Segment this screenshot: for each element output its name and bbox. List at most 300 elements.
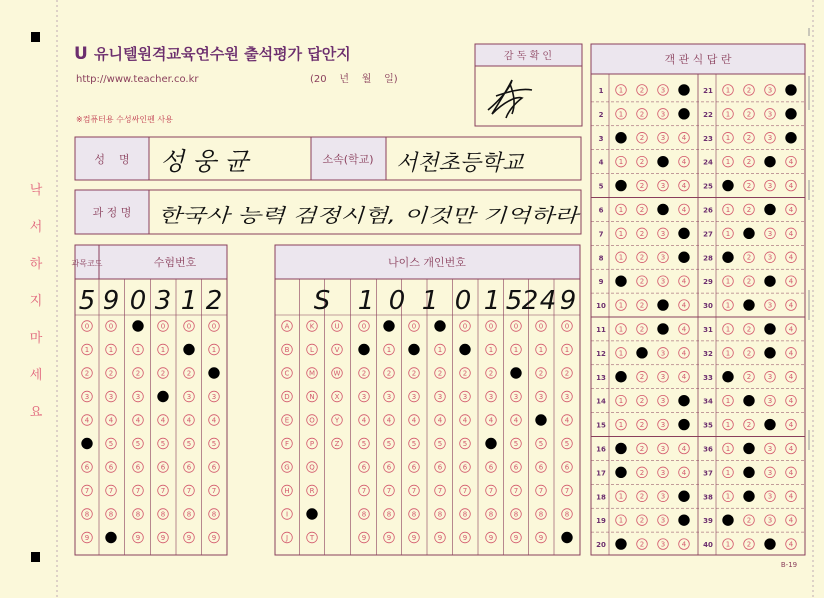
neis-digit-bubble[interactable] [384, 415, 395, 426]
answer-bubble[interactable] [658, 228, 669, 239]
answer-bubble[interactable] [723, 180, 734, 191]
neis-digit-bubble[interactable] [359, 321, 370, 332]
answer-bubble[interactable] [616, 132, 627, 143]
exam-bubble[interactable] [209, 462, 220, 473]
answer-bubble[interactable] [765, 491, 776, 502]
answer-bubble[interactable] [744, 180, 755, 191]
neis-digit-bubble[interactable] [409, 462, 420, 473]
neis-letter-bubble[interactable] [282, 532, 293, 543]
answer-bubble[interactable] [637, 467, 648, 478]
neis-digit-bubble[interactable] [486, 532, 497, 543]
exam-bubble[interactable] [133, 438, 144, 449]
neis-digit-bubble[interactable] [359, 462, 370, 473]
answer-bubble[interactable] [679, 515, 690, 526]
exam-bubble[interactable] [158, 532, 169, 543]
neis-digit-bubble[interactable] [384, 391, 395, 402]
answer-bubble[interactable] [658, 180, 669, 191]
exam-bubble[interactable] [133, 344, 144, 355]
exam-bubble[interactable] [106, 415, 117, 426]
answer-bubble[interactable] [679, 467, 690, 478]
answer-bubble[interactable] [765, 467, 776, 478]
neis-digit-bubble[interactable] [511, 485, 522, 496]
exam-bubble[interactable] [158, 462, 169, 473]
answer-bubble[interactable] [744, 395, 755, 406]
neis-letter-bubble[interactable] [282, 415, 293, 426]
neis-digit-bubble[interactable] [435, 321, 446, 332]
answer-bubble[interactable] [658, 443, 669, 454]
neis-digit-bubble[interactable] [536, 509, 547, 520]
neis-digit-bubble[interactable] [511, 368, 522, 379]
answer-bubble[interactable] [679, 395, 690, 406]
answer-bubble[interactable] [786, 371, 797, 382]
neis-digit-bubble[interactable] [536, 438, 547, 449]
exam-bubble[interactable] [133, 321, 144, 332]
neis-letter-bubble[interactable] [332, 415, 343, 426]
answer-bubble[interactable] [637, 419, 648, 430]
neis-digit-bubble[interactable] [511, 344, 522, 355]
exam-bubble[interactable] [106, 462, 117, 473]
answer-bubble[interactable] [637, 276, 648, 287]
answer-bubble[interactable] [679, 491, 690, 502]
answer-bubble[interactable] [786, 491, 797, 502]
exam-bubble[interactable] [106, 321, 117, 332]
answer-bubble[interactable] [616, 467, 627, 478]
exam-bubble[interactable] [184, 509, 195, 520]
answer-bubble[interactable] [637, 443, 648, 454]
answer-bubble[interactable] [765, 276, 776, 287]
answer-bubble[interactable] [786, 539, 797, 550]
exam-bubble[interactable] [184, 532, 195, 543]
answer-bubble[interactable] [744, 539, 755, 550]
answer-bubble[interactable] [679, 156, 690, 167]
answer-bubble[interactable] [744, 371, 755, 382]
neis-digit-bubble[interactable] [536, 391, 547, 402]
answer-bubble[interactable] [744, 324, 755, 335]
neis-digit-bubble[interactable] [460, 321, 471, 332]
neis-digit-bubble[interactable] [359, 485, 370, 496]
answer-bubble[interactable] [765, 156, 776, 167]
neis-digit-bubble[interactable] [384, 368, 395, 379]
answer-bubble[interactable] [744, 348, 755, 359]
exam-bubble[interactable] [106, 368, 117, 379]
neis-letter-bubble[interactable] [332, 438, 343, 449]
neis-digit-bubble[interactable] [536, 485, 547, 496]
answer-bubble[interactable] [786, 419, 797, 430]
answer-bubble[interactable] [658, 132, 669, 143]
answer-bubble[interactable] [637, 491, 648, 502]
neis-letter-bubble[interactable] [282, 462, 293, 473]
exam-bubble[interactable] [82, 391, 93, 402]
exam-bubble[interactable] [106, 391, 117, 402]
answer-bubble[interactable] [616, 371, 627, 382]
exam-bubble[interactable] [82, 344, 93, 355]
answer-bubble[interactable] [658, 109, 669, 120]
answer-bubble[interactable] [723, 515, 734, 526]
neis-digit-bubble[interactable] [460, 462, 471, 473]
exam-bubble[interactable] [184, 391, 195, 402]
neis-digit-bubble[interactable] [562, 532, 573, 543]
answer-bubble[interactable] [658, 419, 669, 430]
answer-bubble[interactable] [616, 539, 627, 550]
answer-bubble[interactable] [765, 109, 776, 120]
answer-bubble[interactable] [786, 395, 797, 406]
neis-digit-bubble[interactable] [435, 344, 446, 355]
answer-bubble[interactable] [616, 204, 627, 215]
neis-letter-bubble[interactable] [332, 321, 343, 332]
neis-digit-bubble[interactable] [536, 368, 547, 379]
neis-digit-bubble[interactable] [562, 485, 573, 496]
neis-digit-bubble[interactable] [460, 391, 471, 402]
answer-bubble[interactable] [658, 300, 669, 311]
exam-bubble[interactable] [209, 415, 220, 426]
neis-digit-bubble[interactable] [562, 462, 573, 473]
neis-digit-bubble[interactable] [435, 509, 446, 520]
neis-digit-bubble[interactable] [562, 415, 573, 426]
neis-digit-bubble[interactable] [409, 321, 420, 332]
answer-bubble[interactable] [786, 228, 797, 239]
neis-letter-bubble[interactable] [282, 509, 293, 520]
answer-bubble[interactable] [765, 252, 776, 263]
neis-digit-bubble[interactable] [409, 532, 420, 543]
answer-bubble[interactable] [658, 85, 669, 96]
answer-bubble[interactable] [786, 348, 797, 359]
answer-bubble[interactable] [616, 300, 627, 311]
answer-bubble[interactable] [637, 132, 648, 143]
neis-digit-bubble[interactable] [384, 344, 395, 355]
answer-bubble[interactable] [765, 180, 776, 191]
answer-bubble[interactable] [723, 85, 734, 96]
answer-bubble[interactable] [765, 371, 776, 382]
answer-bubble[interactable] [744, 276, 755, 287]
answer-bubble[interactable] [679, 324, 690, 335]
neis-digit-bubble[interactable] [486, 391, 497, 402]
answer-bubble[interactable] [679, 252, 690, 263]
answer-bubble[interactable] [679, 539, 690, 550]
answer-bubble[interactable] [765, 539, 776, 550]
answer-bubble[interactable] [637, 348, 648, 359]
answer-bubble[interactable] [616, 85, 627, 96]
answer-bubble[interactable] [723, 324, 734, 335]
answer-bubble[interactable] [679, 371, 690, 382]
neis-letter-bubble[interactable] [282, 438, 293, 449]
answer-bubble[interactable] [765, 515, 776, 526]
exam-bubble[interactable] [82, 438, 93, 449]
neis-digit-bubble[interactable] [536, 462, 547, 473]
neis-digit-bubble[interactable] [409, 391, 420, 402]
answer-bubble[interactable] [744, 443, 755, 454]
neis-digit-bubble[interactable] [409, 438, 420, 449]
neis-letter-bubble[interactable] [332, 368, 343, 379]
answer-bubble[interactable] [637, 539, 648, 550]
answer-bubble[interactable] [744, 109, 755, 120]
answer-bubble[interactable] [723, 539, 734, 550]
answer-bubble[interactable] [744, 204, 755, 215]
answer-bubble[interactable] [679, 180, 690, 191]
neis-digit-bubble[interactable] [359, 438, 370, 449]
neis-digit-bubble[interactable] [536, 321, 547, 332]
exam-bubble[interactable] [133, 415, 144, 426]
exam-bubble[interactable] [133, 368, 144, 379]
exam-bubble[interactable] [184, 438, 195, 449]
answer-bubble[interactable] [637, 156, 648, 167]
answer-bubble[interactable] [744, 419, 755, 430]
neis-letter-bubble[interactable] [307, 485, 318, 496]
answer-bubble[interactable] [616, 395, 627, 406]
exam-bubble[interactable] [82, 532, 93, 543]
answer-bubble[interactable] [679, 109, 690, 120]
neis-digit-bubble[interactable] [486, 344, 497, 355]
neis-digit-bubble[interactable] [486, 415, 497, 426]
answer-bubble[interactable] [658, 395, 669, 406]
answer-bubble[interactable] [679, 443, 690, 454]
answer-bubble[interactable] [723, 443, 734, 454]
answer-bubble[interactable] [679, 276, 690, 287]
answer-bubble[interactable] [616, 109, 627, 120]
answer-bubble[interactable] [765, 204, 776, 215]
answer-bubble[interactable] [637, 85, 648, 96]
exam-bubble[interactable] [209, 344, 220, 355]
neis-digit-bubble[interactable] [409, 344, 420, 355]
neis-digit-bubble[interactable] [435, 368, 446, 379]
neis-digit-bubble[interactable] [486, 438, 497, 449]
neis-digit-bubble[interactable] [536, 532, 547, 543]
answer-bubble[interactable] [744, 252, 755, 263]
neis-digit-bubble[interactable] [460, 438, 471, 449]
exam-bubble[interactable] [133, 485, 144, 496]
answer-bubble[interactable] [744, 515, 755, 526]
exam-bubble[interactable] [184, 415, 195, 426]
answer-bubble[interactable] [637, 324, 648, 335]
exam-bubble[interactable] [133, 391, 144, 402]
exam-bubble[interactable] [158, 415, 169, 426]
answer-bubble[interactable] [658, 371, 669, 382]
neis-letter-bubble[interactable] [307, 462, 318, 473]
answer-bubble[interactable] [744, 491, 755, 502]
exam-bubble[interactable] [106, 485, 117, 496]
neis-letter-bubble[interactable] [307, 344, 318, 355]
neis-digit-bubble[interactable] [359, 391, 370, 402]
neis-digit-bubble[interactable] [409, 485, 420, 496]
neis-letter-bubble[interactable] [307, 321, 318, 332]
answer-bubble[interactable] [786, 276, 797, 287]
neis-letter-bubble[interactable] [307, 532, 318, 543]
answer-bubble[interactable] [679, 204, 690, 215]
exam-bubble[interactable] [209, 391, 220, 402]
neis-digit-bubble[interactable] [384, 532, 395, 543]
answer-bubble[interactable] [723, 491, 734, 502]
exam-bubble[interactable] [82, 321, 93, 332]
answer-bubble[interactable] [744, 228, 755, 239]
answer-bubble[interactable] [744, 467, 755, 478]
neis-digit-bubble[interactable] [460, 368, 471, 379]
exam-bubble[interactable] [133, 462, 144, 473]
answer-bubble[interactable] [744, 156, 755, 167]
exam-bubble[interactable] [133, 532, 144, 543]
exam-bubble[interactable] [184, 368, 195, 379]
neis-digit-bubble[interactable] [435, 532, 446, 543]
answer-bubble[interactable] [679, 132, 690, 143]
neis-digit-bubble[interactable] [511, 532, 522, 543]
answer-bubble[interactable] [616, 276, 627, 287]
exam-bubble[interactable] [106, 344, 117, 355]
neis-digit-bubble[interactable] [435, 438, 446, 449]
answer-bubble[interactable] [616, 228, 627, 239]
answer-bubble[interactable] [658, 348, 669, 359]
answer-bubble[interactable] [765, 419, 776, 430]
answer-bubble[interactable] [679, 228, 690, 239]
answer-bubble[interactable] [616, 443, 627, 454]
exam-bubble[interactable] [82, 509, 93, 520]
answer-bubble[interactable] [744, 85, 755, 96]
neis-digit-bubble[interactable] [384, 438, 395, 449]
answer-bubble[interactable] [723, 228, 734, 239]
exam-bubble[interactable] [184, 321, 195, 332]
exam-bubble[interactable] [133, 509, 144, 520]
neis-digit-bubble[interactable] [486, 321, 497, 332]
answer-bubble[interactable] [723, 419, 734, 430]
answer-bubble[interactable] [679, 419, 690, 430]
neis-digit-bubble[interactable] [511, 391, 522, 402]
answer-bubble[interactable] [786, 467, 797, 478]
answer-bubble[interactable] [723, 132, 734, 143]
exam-bubble[interactable] [184, 485, 195, 496]
answer-bubble[interactable] [723, 252, 734, 263]
exam-bubble[interactable] [184, 462, 195, 473]
exam-bubble[interactable] [82, 485, 93, 496]
neis-digit-bubble[interactable] [536, 344, 547, 355]
neis-letter-bubble[interactable] [282, 368, 293, 379]
answer-bubble[interactable] [658, 539, 669, 550]
neis-letter-bubble[interactable] [282, 391, 293, 402]
answer-bubble[interactable] [765, 132, 776, 143]
neis-digit-bubble[interactable] [359, 368, 370, 379]
answer-bubble[interactable] [723, 109, 734, 120]
neis-digit-bubble[interactable] [511, 462, 522, 473]
answer-bubble[interactable] [786, 324, 797, 335]
neis-digit-bubble[interactable] [460, 415, 471, 426]
neis-digit-bubble[interactable] [359, 344, 370, 355]
answer-bubble[interactable] [786, 132, 797, 143]
answer-bubble[interactable] [658, 156, 669, 167]
answer-bubble[interactable] [658, 467, 669, 478]
exam-bubble[interactable] [106, 509, 117, 520]
neis-digit-bubble[interactable] [435, 391, 446, 402]
answer-bubble[interactable] [637, 371, 648, 382]
answer-bubble[interactable] [765, 300, 776, 311]
answer-bubble[interactable] [765, 443, 776, 454]
answer-bubble[interactable] [744, 132, 755, 143]
answer-bubble[interactable] [786, 204, 797, 215]
neis-digit-bubble[interactable] [486, 485, 497, 496]
answer-bubble[interactable] [658, 491, 669, 502]
neis-digit-bubble[interactable] [511, 321, 522, 332]
answer-bubble[interactable] [616, 324, 627, 335]
answer-bubble[interactable] [786, 156, 797, 167]
exam-bubble[interactable] [209, 532, 220, 543]
answer-bubble[interactable] [637, 252, 648, 263]
neis-letter-bubble[interactable] [307, 509, 318, 520]
exam-bubble[interactable] [184, 344, 195, 355]
answer-bubble[interactable] [765, 228, 776, 239]
exam-bubble[interactable] [158, 321, 169, 332]
answer-bubble[interactable] [616, 348, 627, 359]
answer-bubble[interactable] [744, 300, 755, 311]
answer-bubble[interactable] [637, 180, 648, 191]
neis-digit-bubble[interactable] [511, 509, 522, 520]
answer-bubble[interactable] [658, 204, 669, 215]
answer-bubble[interactable] [786, 85, 797, 96]
answer-bubble[interactable] [679, 85, 690, 96]
answer-bubble[interactable] [723, 371, 734, 382]
neis-digit-bubble[interactable] [562, 321, 573, 332]
neis-digit-bubble[interactable] [359, 532, 370, 543]
neis-digit-bubble[interactable] [384, 462, 395, 473]
neis-digit-bubble[interactable] [562, 391, 573, 402]
neis-digit-bubble[interactable] [384, 485, 395, 496]
exam-bubble[interactable] [158, 485, 169, 496]
exam-bubble[interactable] [82, 462, 93, 473]
answer-bubble[interactable] [658, 276, 669, 287]
answer-bubble[interactable] [723, 300, 734, 311]
neis-letter-bubble[interactable] [307, 391, 318, 402]
answer-bubble[interactable] [723, 395, 734, 406]
answer-bubble[interactable] [658, 324, 669, 335]
answer-bubble[interactable] [786, 300, 797, 311]
answer-bubble[interactable] [723, 348, 734, 359]
answer-bubble[interactable] [786, 515, 797, 526]
neis-digit-bubble[interactable] [460, 344, 471, 355]
neis-digit-bubble[interactable] [511, 415, 522, 426]
answer-bubble[interactable] [616, 491, 627, 502]
answer-bubble[interactable] [723, 276, 734, 287]
neis-digit-bubble[interactable] [435, 485, 446, 496]
answer-bubble[interactable] [616, 419, 627, 430]
answer-bubble[interactable] [786, 443, 797, 454]
answer-bubble[interactable] [765, 395, 776, 406]
answer-bubble[interactable] [637, 228, 648, 239]
answer-bubble[interactable] [723, 156, 734, 167]
neis-digit-bubble[interactable] [511, 438, 522, 449]
answer-bubble[interactable] [637, 395, 648, 406]
answer-bubble[interactable] [658, 252, 669, 263]
exam-bubble[interactable] [158, 509, 169, 520]
neis-digit-bubble[interactable] [409, 368, 420, 379]
exam-bubble[interactable] [158, 438, 169, 449]
exam-bubble[interactable] [106, 532, 117, 543]
neis-digit-bubble[interactable] [359, 415, 370, 426]
neis-digit-bubble[interactable] [460, 485, 471, 496]
neis-digit-bubble[interactable] [562, 368, 573, 379]
neis-digit-bubble[interactable] [435, 462, 446, 473]
answer-bubble[interactable] [616, 156, 627, 167]
neis-digit-bubble[interactable] [486, 509, 497, 520]
exam-bubble[interactable] [158, 344, 169, 355]
answer-bubble[interactable] [765, 324, 776, 335]
neis-letter-bubble[interactable] [307, 415, 318, 426]
neis-digit-bubble[interactable] [384, 321, 395, 332]
answer-bubble[interactable] [765, 85, 776, 96]
answer-bubble[interactable] [723, 204, 734, 215]
neis-digit-bubble[interactable] [409, 415, 420, 426]
answer-bubble[interactable] [658, 515, 669, 526]
neis-digit-bubble[interactable] [536, 415, 547, 426]
neis-digit-bubble[interactable] [562, 438, 573, 449]
neis-letter-bubble[interactable] [307, 438, 318, 449]
exam-bubble[interactable] [158, 391, 169, 402]
neis-digit-bubble[interactable] [409, 509, 420, 520]
answer-bubble[interactable] [723, 467, 734, 478]
neis-digit-bubble[interactable] [562, 344, 573, 355]
